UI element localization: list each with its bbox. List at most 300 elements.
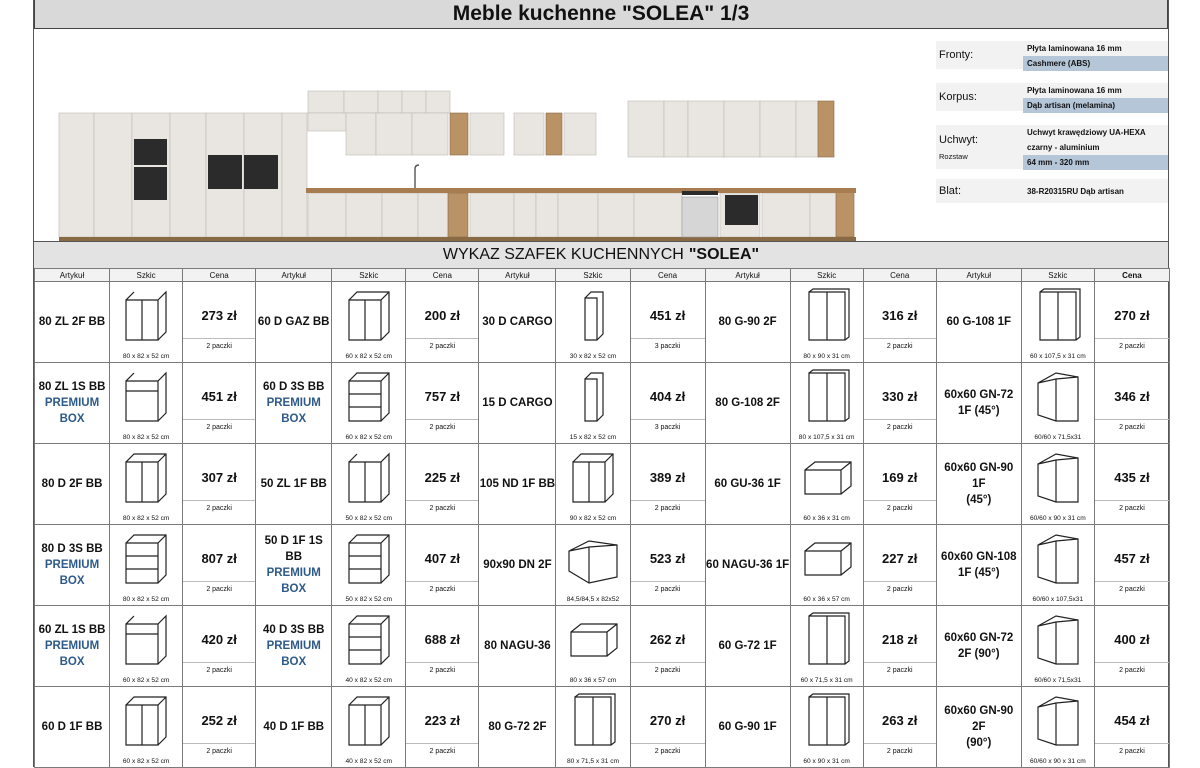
dimensions: 30 x 82 x 52 cm xyxy=(569,353,617,360)
article-name: 60x60 GN-108 xyxy=(941,551,1017,563)
price-value: 169 zł xyxy=(882,470,918,485)
article-name: 60 G-90 1F xyxy=(718,721,777,733)
article-name: 60x60 GN-90 xyxy=(944,705,1014,717)
corner-cabinet-icon xyxy=(1030,531,1086,587)
spec-uchwyt-spacing: 64 mm - 320 mm xyxy=(1023,155,1168,170)
package-count: 2 paczki xyxy=(631,581,705,593)
article-cell xyxy=(705,444,790,525)
dimensions: 60 x 82 x 52 cm xyxy=(122,758,170,765)
dimensions: 60 x 82 x 52 cm xyxy=(345,353,393,360)
dimensions: 80 x 71,5 x 31 cm xyxy=(566,758,619,765)
price-cell xyxy=(406,282,479,363)
package-count: 2 paczki xyxy=(406,743,478,755)
header-price: Cena xyxy=(183,269,256,282)
table-row xyxy=(35,687,1170,768)
list-title xyxy=(34,241,1168,269)
header-art: Artykuł xyxy=(479,269,556,282)
article-cell xyxy=(936,687,1021,768)
cargo-cabinet-icon xyxy=(565,369,621,425)
article-cell xyxy=(256,444,332,525)
sketch-cell xyxy=(110,687,183,768)
article-name: 80 G-90 2F xyxy=(718,316,777,328)
page-title: Meble kuchenne "SOLEA" 1/3 xyxy=(34,0,1168,29)
package-count: 2 paczki xyxy=(1095,500,1169,512)
spec-panel xyxy=(936,41,1168,205)
base-cabinet-icon xyxy=(118,693,174,749)
price-value: 330 zł xyxy=(882,389,918,404)
corner-cabinet-icon xyxy=(1030,450,1086,506)
cabinet-table xyxy=(34,268,1170,768)
package-count: 2 paczki xyxy=(183,743,255,755)
price-value: 223 zł xyxy=(424,713,461,728)
premium-box-label: PREMIUM xyxy=(266,567,321,579)
article-cell xyxy=(936,282,1021,363)
wall-cabinet-icon xyxy=(799,693,855,749)
sketch-cell xyxy=(332,606,406,687)
premium-box-label: BOX xyxy=(281,583,307,595)
article-cell xyxy=(256,606,332,687)
price-cell xyxy=(630,363,705,444)
table-row xyxy=(35,525,1170,606)
dimensions: 60/60 x 71,5x31 xyxy=(1034,434,1082,441)
header-art: Artykuł xyxy=(256,269,332,282)
spec-label-korpus: Korpus: xyxy=(936,83,1023,111)
price-cell xyxy=(863,525,936,606)
dimensions: 50 x 82 x 52 cm xyxy=(345,596,393,603)
package-count: 2 paczki xyxy=(406,338,478,350)
price-value: 435 zł xyxy=(1114,470,1150,485)
article-name: 105 ND 1F BB xyxy=(479,478,556,490)
sketch-cell xyxy=(556,282,630,363)
table-row xyxy=(35,606,1170,687)
package-count: 3 paczki xyxy=(631,338,705,350)
wall-cabinet-icon xyxy=(799,288,855,344)
article-name: 60x60 GN-72 xyxy=(944,389,1014,401)
dimensions: 60/60 x 90 x 31 cm xyxy=(1029,515,1086,522)
price-value: 389 zł xyxy=(649,470,686,485)
sketch-cell xyxy=(110,363,183,444)
price-cell xyxy=(406,444,479,525)
article-cell xyxy=(479,606,556,687)
sketch-cell xyxy=(790,525,863,606)
spec-label-uchwyt: Uchwyt: xyxy=(939,133,979,146)
article-cell xyxy=(936,363,1021,444)
price-value: 307 zł xyxy=(201,470,237,485)
article-cell xyxy=(936,606,1021,687)
dimensions: 60 x 36 x 31 cm xyxy=(803,515,850,522)
price-cell xyxy=(183,687,256,768)
dimensions: 60 x 71,5 x 31 cm xyxy=(800,677,853,684)
sketch-cell xyxy=(332,363,406,444)
article-name: 60 G-108 1F xyxy=(946,316,1012,328)
article-cell xyxy=(256,363,332,444)
header-sk: Szkic xyxy=(556,269,630,282)
price-cell xyxy=(1094,282,1169,363)
article-name: 90x90 DN 2F xyxy=(483,559,552,571)
price-value: 346 zł xyxy=(1114,389,1150,404)
header-price: Cena xyxy=(630,269,705,282)
header-art: Artykuł xyxy=(35,269,110,282)
price-value: 400 zł xyxy=(1114,632,1150,647)
dimensions: 80 x 82 x 52 cm xyxy=(122,434,170,441)
price-cell xyxy=(183,444,256,525)
wall-cabinet-icon xyxy=(799,612,855,668)
article-name: 2F xyxy=(972,721,986,733)
article-name: 80 D 3S BB xyxy=(41,543,103,555)
price-cell xyxy=(183,525,256,606)
list-title-brand: "SOLEA" xyxy=(688,246,760,263)
price-cell xyxy=(863,282,936,363)
premium-box-label: BOX xyxy=(59,656,85,668)
package-count: 2 paczki xyxy=(1095,419,1169,431)
spec-fronty-color: Cashmere (ABS) xyxy=(1023,56,1168,71)
corner-cabinet-icon xyxy=(1030,369,1086,425)
sketch-cell xyxy=(1021,687,1094,768)
sketch-cell xyxy=(790,363,863,444)
package-count: 2 paczki xyxy=(864,419,936,431)
article-cell xyxy=(35,525,110,606)
package-count: 2 paczki xyxy=(183,662,255,674)
spec-korpus-color: Dąb artisan (melamina) xyxy=(1023,98,1168,113)
sketch-cell xyxy=(332,525,406,606)
article-name: 1F (45°) xyxy=(957,405,1000,417)
price-cell xyxy=(406,687,479,768)
package-count: 2 paczki xyxy=(1095,338,1169,350)
article-name: 60 D 1F BB xyxy=(41,721,103,733)
article-name: 60x60 GN-72 xyxy=(944,632,1014,644)
cargo-cabinet-icon xyxy=(565,288,621,344)
price-cell xyxy=(406,606,479,687)
article-cell xyxy=(479,525,556,606)
box-cabinet-icon xyxy=(565,612,621,668)
price-cell xyxy=(630,282,705,363)
price-value: 316 zł xyxy=(882,308,918,323)
table-row xyxy=(35,363,1170,444)
package-count: 2 paczki xyxy=(631,743,705,755)
article-name: 30 D CARGO xyxy=(482,316,553,328)
list-title-main: WYKAZ SZAFEK KUCHENNYCH xyxy=(442,246,684,263)
sketch-cell xyxy=(110,525,183,606)
package-count: 2 paczki xyxy=(631,662,705,674)
sketch-cell xyxy=(1021,363,1094,444)
article-name: 1F (45°) xyxy=(957,567,1000,579)
spec-korpus-material: Płyta laminowana 16 mm xyxy=(1023,83,1168,98)
sink-cabinet-icon xyxy=(341,450,397,506)
spec-label-rozstaw: Rozstaw xyxy=(939,151,968,161)
sketch-cell xyxy=(1021,282,1094,363)
price-cell xyxy=(863,687,936,768)
article-cell xyxy=(35,282,110,363)
corner-base-cabinet-icon xyxy=(565,531,621,587)
sketch-cell xyxy=(332,687,406,768)
sketch-cell xyxy=(332,282,406,363)
sketch-cell xyxy=(110,444,183,525)
article-name: (45°) xyxy=(966,494,992,506)
table-row xyxy=(35,444,1170,525)
price-value: 270 zł xyxy=(649,713,686,728)
dimensions: 60 x 107,5 x 31 cm xyxy=(1029,353,1086,360)
article-name: 60 ZL 1S BB xyxy=(38,624,106,636)
article-cell xyxy=(705,282,790,363)
drawer-cabinet-icon xyxy=(341,531,397,587)
base-cabinet-icon xyxy=(341,693,397,749)
premium-box-label: PREMIUM xyxy=(44,397,100,409)
article-cell xyxy=(35,606,110,687)
article-cell xyxy=(256,282,332,363)
package-count: 2 paczki xyxy=(864,500,936,512)
price-value: 273 zł xyxy=(201,308,237,323)
premium-box-label: PREMIUM xyxy=(266,640,321,652)
article-name: 60 NAGU-36 1F xyxy=(706,559,790,571)
price-cell xyxy=(183,606,256,687)
header-price: Cena xyxy=(1094,269,1169,282)
dimensions: 60 x 90 x 31 cm xyxy=(803,758,850,765)
sketch-cell xyxy=(790,606,863,687)
premium-box-label: BOX xyxy=(281,656,307,668)
package-count: 2 paczki xyxy=(864,743,936,755)
sketch-cell xyxy=(790,444,863,525)
header-art: Artykuł xyxy=(936,269,1021,282)
article-name: 80 G-72 2F xyxy=(488,721,547,733)
package-count: 2 paczki xyxy=(406,500,478,512)
article-name: 80 NAGU-36 xyxy=(484,640,551,652)
header-sk: Szkic xyxy=(1021,269,1094,282)
article-cell xyxy=(705,525,790,606)
price-cell xyxy=(863,606,936,687)
dimensions: 15 x 82 x 52 cm xyxy=(569,434,617,441)
dimensions: 60 x 36 x 57 cm xyxy=(803,596,850,603)
sketch-cell xyxy=(556,687,630,768)
price-value: 757 zł xyxy=(424,389,461,404)
article-cell xyxy=(479,687,556,768)
price-value: 227 zł xyxy=(882,551,918,566)
price-value: 404 zł xyxy=(649,389,686,404)
article-cell xyxy=(256,687,332,768)
package-count: 2 paczki xyxy=(406,581,478,593)
price-cell xyxy=(630,444,705,525)
article-name: 60 GU-36 1F xyxy=(714,478,781,490)
package-count: 2 paczki xyxy=(183,338,255,350)
article-name: 80 ZL 2F BB xyxy=(38,316,106,328)
dimensions: 40 x 82 x 52 cm xyxy=(345,677,393,684)
article-name: 2F (90°) xyxy=(957,648,1000,660)
package-count: 2 paczki xyxy=(1095,662,1169,674)
sketch-cell xyxy=(1021,525,1094,606)
drawer-cabinet-icon xyxy=(118,531,174,587)
table-row xyxy=(35,282,1170,363)
drawer-cabinet-icon xyxy=(341,369,397,425)
table-header-row xyxy=(35,269,1170,282)
sketch-cell xyxy=(1021,444,1094,525)
article-cell xyxy=(35,363,110,444)
sketch-cell xyxy=(556,606,630,687)
price-cell xyxy=(1094,606,1169,687)
header-sk: Szkic xyxy=(332,269,406,282)
package-count: 2 paczki xyxy=(183,419,255,431)
header-price: Cena xyxy=(863,269,936,282)
premium-box-label: BOX xyxy=(281,413,307,425)
dimensions: 84,5/84,5 x 82x52 xyxy=(566,596,620,603)
sketch-cell xyxy=(556,525,630,606)
price-value: 451 zł xyxy=(649,308,686,323)
article-name: 40 D 3S BB xyxy=(263,624,325,636)
price-value: 270 zł xyxy=(1114,308,1150,323)
spec-label-blat: Blat: xyxy=(936,179,1023,203)
sketch-cell xyxy=(556,363,630,444)
dimensions: 60/60 x 71,5x31 xyxy=(1034,677,1082,684)
dimensions: 90 x 82 x 52 cm xyxy=(569,515,617,522)
price-cell xyxy=(863,444,936,525)
package-count: 2 paczki xyxy=(864,338,936,350)
article-name: 60 D 3S BB xyxy=(263,381,325,393)
dimensions: 80 x 36 x 57 cm xyxy=(569,677,617,684)
base-cabinet-icon xyxy=(118,450,174,506)
package-count: 2 paczki xyxy=(183,500,255,512)
price-cell xyxy=(1094,363,1169,444)
dimensions: 80 x 82 x 52 cm xyxy=(122,596,170,603)
dimensions: 80 x 82 x 52 cm xyxy=(122,353,170,360)
article-cell xyxy=(705,687,790,768)
price-value: 451 zł xyxy=(201,389,237,404)
price-value: 457 zł xyxy=(1114,551,1150,566)
sink-cabinet-icon xyxy=(118,288,174,344)
price-value: 523 zł xyxy=(649,551,686,566)
kitchen-illustration xyxy=(54,57,884,247)
price-cell xyxy=(1094,687,1169,768)
dimensions: 60/60 x 107,5x31 xyxy=(1032,596,1084,603)
price-cell xyxy=(1094,525,1169,606)
sketch-cell xyxy=(1021,606,1094,687)
header-section xyxy=(34,29,1168,243)
price-cell xyxy=(406,363,479,444)
dimensions: 60 x 82 x 52 cm xyxy=(122,677,170,684)
article-name: 60x60 GN-90 xyxy=(944,462,1014,474)
article-name: (90°) xyxy=(966,737,992,749)
price-cell xyxy=(630,606,705,687)
package-count: 2 paczki xyxy=(406,662,478,674)
premium-box-label: PREMIUM xyxy=(44,559,100,571)
dimensions: 80 x 82 x 52 cm xyxy=(122,515,170,522)
sketch-cell xyxy=(790,282,863,363)
package-count: 2 paczki xyxy=(183,581,255,593)
price-value: 262 zł xyxy=(649,632,686,647)
package-count: 2 paczki xyxy=(631,500,705,512)
package-count: 2 paczki xyxy=(864,581,936,593)
price-value: 252 zł xyxy=(201,713,237,728)
article-cell xyxy=(479,282,556,363)
article-cell xyxy=(936,525,1021,606)
article-cell xyxy=(256,525,332,606)
price-cell xyxy=(406,525,479,606)
price-value: 225 zł xyxy=(424,470,461,485)
dimensions: 40 x 82 x 52 cm xyxy=(345,758,393,765)
catalog-page xyxy=(33,0,1169,767)
article-cell xyxy=(936,444,1021,525)
spec-uchwyt-type: Uchwyt krawędziowy UA-HEXA xyxy=(1023,125,1168,140)
price-cell xyxy=(863,363,936,444)
gas-cabinet-icon xyxy=(341,288,397,344)
price-cell xyxy=(630,687,705,768)
package-count: 3 paczki xyxy=(631,419,705,431)
spec-uchwyt-color: czarny - aluminium xyxy=(1023,140,1168,155)
header-sk: Szkic xyxy=(110,269,183,282)
package-count: 2 paczki xyxy=(406,419,478,431)
article-cell xyxy=(35,444,110,525)
dimensions: 60/60 x 90 x 31 cm xyxy=(1029,758,1086,765)
article-name: 80 D 2F BB xyxy=(41,478,103,490)
price-value: 263 zł xyxy=(882,713,918,728)
wall-cabinet-icon xyxy=(565,693,621,749)
article-name: 80 ZL 1S BB xyxy=(38,381,106,393)
price-cell xyxy=(183,282,256,363)
spec-label-fronty: Fronty: xyxy=(936,41,1023,69)
price-cell xyxy=(1094,444,1169,525)
article-cell xyxy=(35,687,110,768)
premium-box-label: PREMIUM xyxy=(44,640,100,652)
package-count: 2 paczki xyxy=(1095,581,1169,593)
article-cell xyxy=(479,444,556,525)
price-value: 807 zł xyxy=(201,551,237,566)
sketch-cell xyxy=(790,687,863,768)
dimensions: 60 x 82 x 52 cm xyxy=(345,434,393,441)
header-sk: Szkic xyxy=(790,269,863,282)
spec-fronty-material: Płyta laminowana 16 mm xyxy=(1023,41,1168,56)
article-name: 80 G-108 2F xyxy=(715,397,780,409)
premium-box-label: BOX xyxy=(59,575,85,587)
article-name: 40 D 1F BB xyxy=(263,721,325,733)
drawer-cabinet-icon xyxy=(341,612,397,668)
box-cabinet-icon xyxy=(799,450,855,506)
article-cell xyxy=(479,363,556,444)
sink-drawer-cabinet-icon xyxy=(118,612,174,668)
article-name: 15 D CARGO xyxy=(482,397,553,409)
sketch-cell xyxy=(110,282,183,363)
corner-cabinet-icon xyxy=(1030,612,1086,668)
wall-cabinet-icon xyxy=(799,369,855,425)
dimensions: 80 x 107,5 x 31 cm xyxy=(798,434,855,441)
wall-cabinet-icon xyxy=(1030,288,1086,344)
corner-cabinet-icon xyxy=(1030,693,1086,749)
header-art: Artykuł xyxy=(705,269,790,282)
price-cell xyxy=(183,363,256,444)
article-name: 60 D GAZ BB xyxy=(257,316,330,328)
spec-blat-value: 38-R20315RU Dąb artisan xyxy=(1027,186,1124,196)
sketch-cell xyxy=(332,444,406,525)
premium-box-label: BOX xyxy=(59,413,85,425)
sink-drawer-cabinet-icon xyxy=(118,369,174,425)
price-value: 407 zł xyxy=(424,551,461,566)
price-cell xyxy=(630,525,705,606)
article-cell xyxy=(705,606,790,687)
header-price: Cena xyxy=(406,269,479,282)
price-value: 200 zł xyxy=(424,308,461,323)
price-value: 454 zł xyxy=(1114,713,1150,728)
dimensions: 50 x 82 x 52 cm xyxy=(345,515,393,522)
article-name: 1F xyxy=(972,478,986,490)
package-count: 2 paczki xyxy=(1095,743,1169,755)
article-name: 50 D 1F 1S BB xyxy=(264,535,323,563)
premium-box-label: PREMIUM xyxy=(266,397,321,409)
price-value: 420 zł xyxy=(201,632,237,647)
price-value: 688 zł xyxy=(424,632,461,647)
sketch-cell xyxy=(556,444,630,525)
article-name: 60 G-72 1F xyxy=(718,640,777,652)
price-value: 218 zł xyxy=(882,632,918,647)
box-cabinet-icon xyxy=(799,531,855,587)
dimensions: 80 x 90 x 31 cm xyxy=(803,353,850,360)
article-cell xyxy=(705,363,790,444)
article-name: 50 ZL 1F BB xyxy=(260,478,327,490)
